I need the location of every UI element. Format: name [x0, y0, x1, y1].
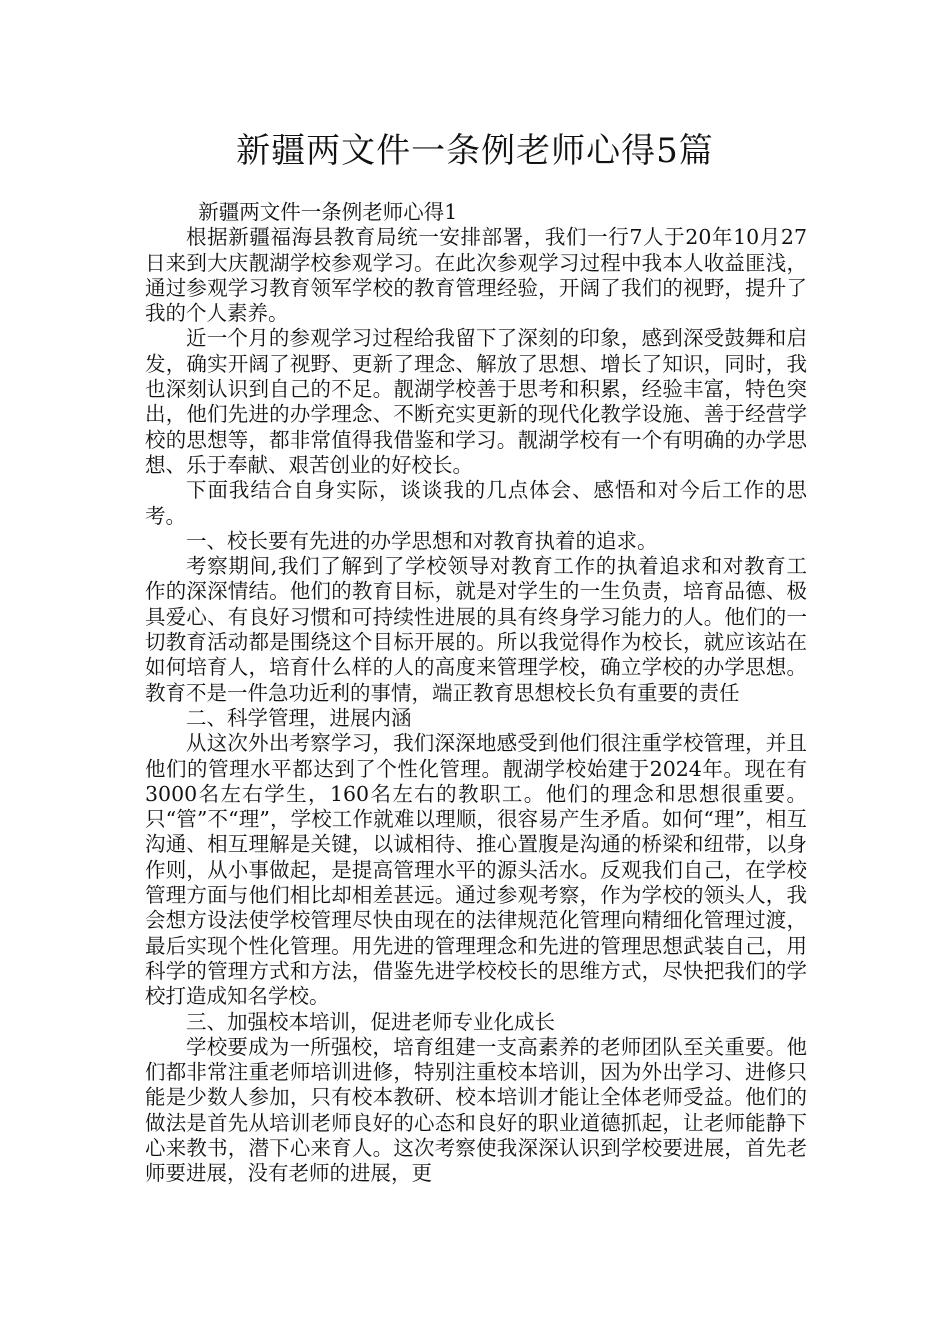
- document-title: 新疆两文件一条例老师心得5篇: [236, 131, 714, 171]
- paragraph: 从这次外出考察学习，我们深深地感受到他们很注重学校管理，并且他们的管理水平都达到了个性化管理。靓湖学校始建于2024年。现在有3000名左右学生，160名左右的教职工。他们的理念和思想很重要。只“管”不“理”，学校工作就难以理顺，很容易产生矛盾。如何“理”，相互沟通、相互理解是关键，以诚相待、推心置腹是沟通的桥梁和纽带，以身作则，从小事做起，是提高管理水平的源头活水。反观我们自己，在学校管理方面与他们相比却相差甚远。通过参观考察，作为学校的领头人，我会想方设法使学校管理尽快由现在的法律规范化管理向精细化管理过渡，最后实现个性化管理。用先进的管理理念和先进的管理思想武装自己，用科学的管理方式和方法，借鉴先进学校校长的思维方式，尽快把我们的学校打造成知名学校。: [145, 731, 807, 1009]
- paragraph: 近一个月的参观学习过程给我留下了深刻的印象，感到深受鼓舞和启发，确实开阔了视野、更新了理念、解放了思想、增长了知识，同时，我也深刻认识到自己的不足。靓湖学校善于思考和积累，经验丰富，特色突出，他们先进的办学理念、不断充实更新的现代化教学设施、善于经营学校的思想等，都非常值得我借鉴和学习。靓湖学校有一个有明确的办学思想、乐于奉献、艰苦创业的好校长。: [145, 326, 807, 477]
- paragraph: 根据新疆福海县教育局统一安排部署，我们一行7人于20年10月27日来到大庆靓湖学校参观学习。在此次参观学习过程中我本人收益匪浅，通过参观学习教育领军学校的教育管理经验，开阔了我们的视野，提升了我的个人素养。: [145, 225, 807, 326]
- section-heading: 新疆两文件一条例老师心得1: [198, 200, 458, 224]
- paragraph: 下面我结合自身实际，谈谈我的几点体会、感悟和对今后工作的思考。: [145, 478, 807, 528]
- section-heading: 三、加强校本培训，促进老师专业化成长: [186, 1009, 555, 1034]
- paragraph: 考察期间,我们了解到了学校领导对教育工作的执着追求和对教育工作的深深情结。他们的教育目标，就是对学生的一生负责，培育品德、极具爱心、有良好习惯和可持续性进展的具有终身学习能力的人。他们的一切教育活动都是围绕这个目标开展的。所以我觉得作为校长，就应该站在如何培育人，培育什么样的人的高度来管理学校，确立学校的办学思想。教育不是一件急功近利的事情，端正教育思想校长负有重要的责任: [145, 554, 807, 705]
- paragraph: 学校要成为一所强校，培育组建一支高素养的老师团队至关重要。他们都非常注重老师培训进修，特别注重校本培训，因为外出学习、进修只能是少数人参加，只有校本教研、校本培训才能让全体老师受益。他们的做法是首先从培训老师良好的心态和良好的职业道德抓起，让老师能静下心来教书，潜下心来育人。这次考察使我深深认识到学校要进展，首先老师要进展，没有老师的进展，更: [145, 1034, 807, 1186]
- section-heading: 二、科学管理，进展内涵: [186, 705, 412, 730]
- document-body: [145, 200, 807, 1187]
- section-heading: 一、校长要有先进的办学思想和对教育执着的追求。: [186, 528, 658, 553]
